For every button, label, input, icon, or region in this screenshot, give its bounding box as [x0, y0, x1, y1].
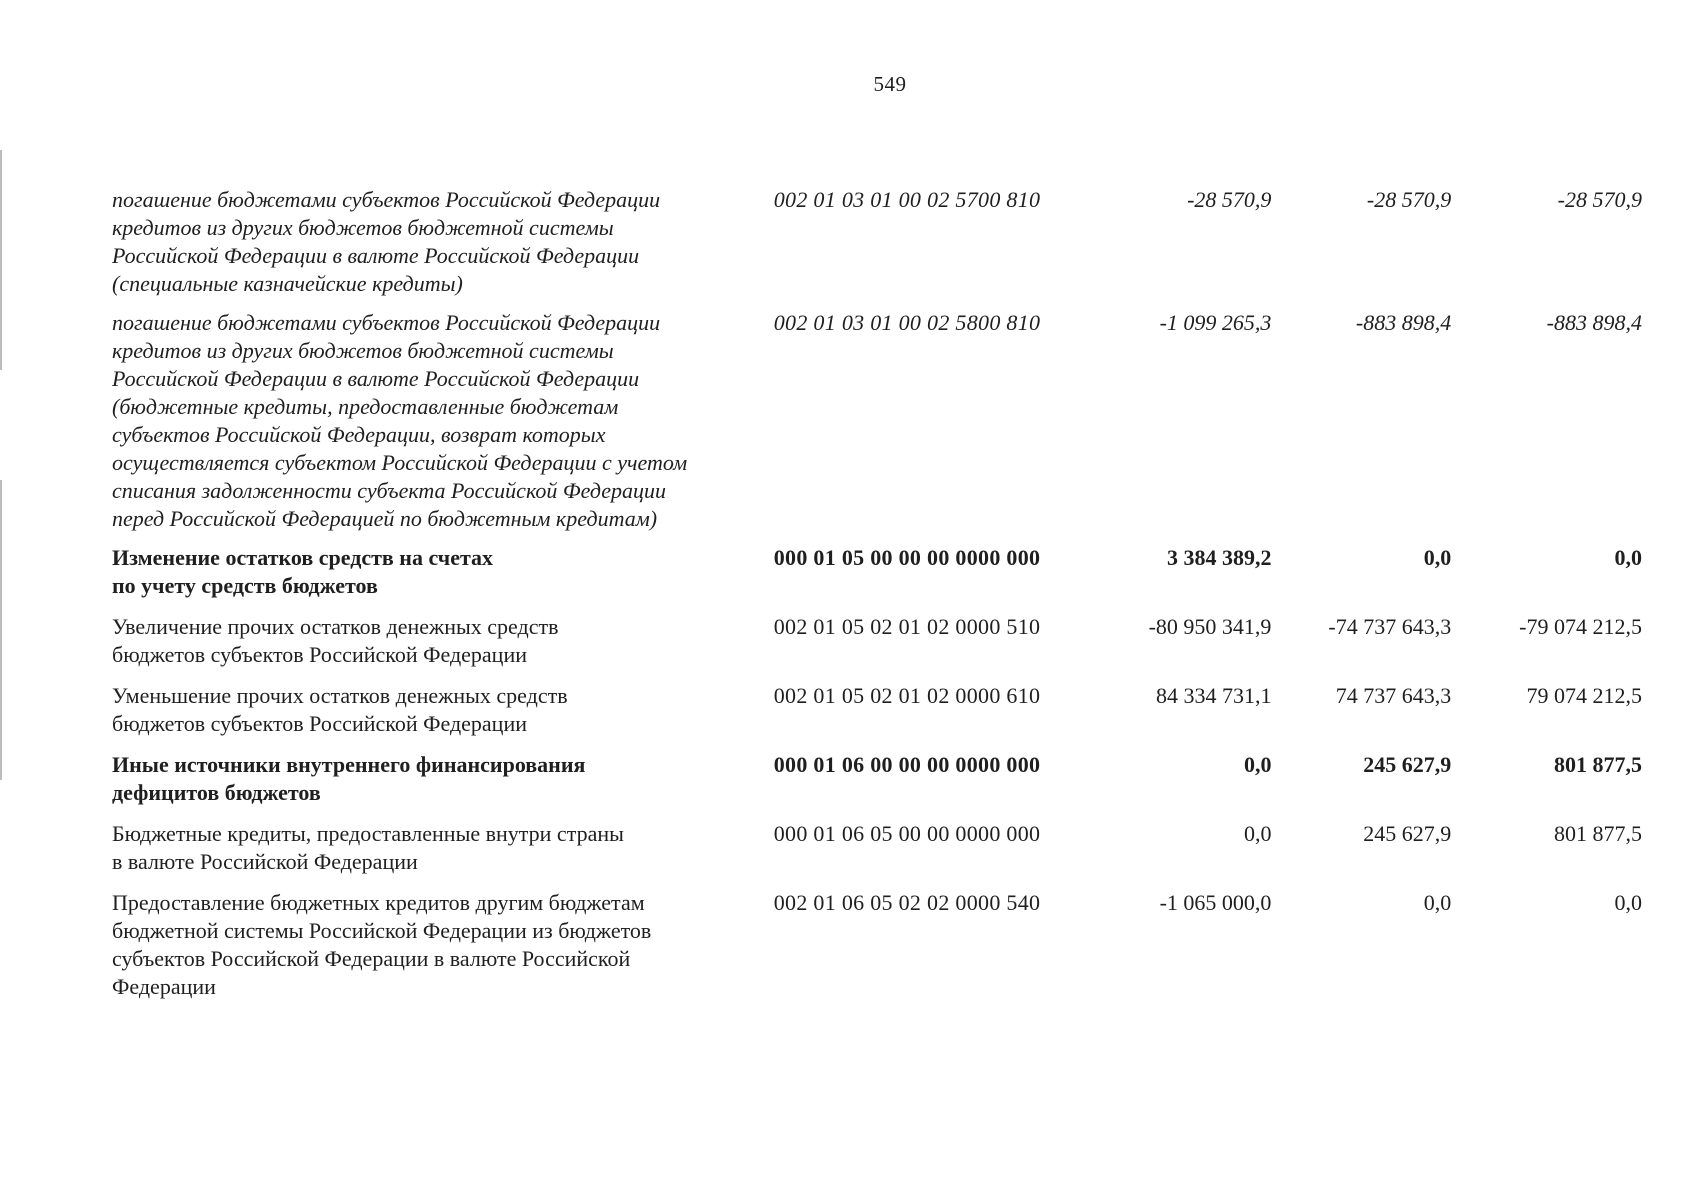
row-value-1: -1 065 000,0 [1159, 890, 1272, 915]
table-row [112, 309, 1642, 533]
table-row [112, 544, 1642, 600]
row-name: Иные источники внутреннего финансирования дефицитов бюджетов [112, 752, 586, 805]
row-name: Изменение остатков средств на счетах по учету средств бюджетов [112, 545, 494, 598]
row-name: Бюджетные кредиты, предоставленные внутри страны в валюте Российской Федерации [112, 821, 624, 874]
row-value-3: 801 877,5 [1554, 752, 1642, 777]
row-value-3: -79 074 212,5 [1519, 614, 1642, 639]
row-value-2: 74 737 643,3 [1335, 683, 1452, 708]
table-row [112, 186, 1642, 298]
row-value-3: 0,0 [1614, 545, 1642, 570]
row-value-2: 0,0 [1423, 545, 1452, 570]
row-value-3: 801 877,5 [1554, 821, 1642, 846]
table-row [112, 751, 1642, 807]
row-value-1: 3 384 389,2 [1166, 545, 1272, 570]
row-code: 002 01 03 01 00 02 5800 810 [773, 310, 1041, 335]
row-name: погашение бюджетами субъектов Российской Федерации кредитов из других бюджетов бюджетной системы Российской Федерации в валюте Российской Федерации (специальные казначейские кредиты) [112, 187, 661, 296]
row-code: 000 01 06 00 00 00 0000 000 [773, 752, 1041, 777]
row-code: 002 01 05 02 01 02 0000 510 [773, 614, 1041, 639]
scan-edge-mark [0, 480, 2, 780]
row-value-2: -883 898,4 [1355, 310, 1452, 335]
row-value-2: 245 627,9 [1363, 821, 1452, 846]
row-value-3: 79 074 212,5 [1526, 683, 1642, 708]
row-value-1: -1 099 265,3 [1159, 310, 1272, 335]
row-value-1: 0,0 [1243, 821, 1272, 846]
row-code: 000 01 05 00 00 00 0000 000 [773, 545, 1041, 570]
row-name: погашение бюджетами субъектов Российской Федерации кредитов из других бюджетов бюджетной системы Российской Федерации в валюте Российской Федерации (бюджетные кредиты, предоставленные бюджетам субъектов Российской Федерации, возврат которых осуществляется субъектом Российской Федерации с учетом списания задолженности субъекта Российской Федерации перед Российской Федерацией по бюджетным кредитам) [112, 310, 688, 531]
row-value-3: -28 570,9 [1557, 187, 1642, 212]
table-row [112, 820, 1642, 876]
row-value-2: 245 627,9 [1363, 752, 1452, 777]
row-value-3: 0,0 [1614, 890, 1642, 915]
row-value-3: -883 898,4 [1546, 310, 1642, 335]
row-name: Уменьшение прочих остатков денежных средств бюджетов субъектов Российской Федерации [112, 683, 568, 736]
row-name: Предоставление бюджетных кредитов другим бюджетам бюджетной системы Российской Федерации из бюджетов субъектов Российской Федерации в валюте Российской Федерации [112, 890, 652, 999]
row-code: 002 01 05 02 01 02 0000 610 [773, 683, 1041, 708]
row-name: Увеличение прочих остатков денежных средств бюджетов субъектов Российской Федерации [112, 614, 559, 667]
page-number: 549 [873, 72, 907, 96]
sources-table [112, 186, 1642, 1001]
table-row [112, 889, 1642, 1001]
table-row [112, 613, 1642, 669]
scan-edge-mark [0, 150, 2, 370]
row-value-1: 84 334 731,1 [1155, 683, 1272, 708]
row-value-2: -74 737 643,3 [1328, 614, 1452, 639]
row-value-1: 0,0 [1243, 752, 1272, 777]
row-code: 002 01 06 05 02 02 0000 540 [773, 890, 1041, 915]
row-value-2: -28 570,9 [1366, 187, 1452, 212]
row-code: 000 01 06 05 00 00 0000 000 [773, 821, 1041, 846]
row-value-2: 0,0 [1423, 890, 1452, 915]
row-value-1: -80 950 341,9 [1148, 614, 1272, 639]
row-code: 002 01 03 01 00 02 5700 810 [773, 187, 1041, 212]
table-row [112, 682, 1642, 738]
row-value-1: -28 570,9 [1187, 187, 1272, 212]
